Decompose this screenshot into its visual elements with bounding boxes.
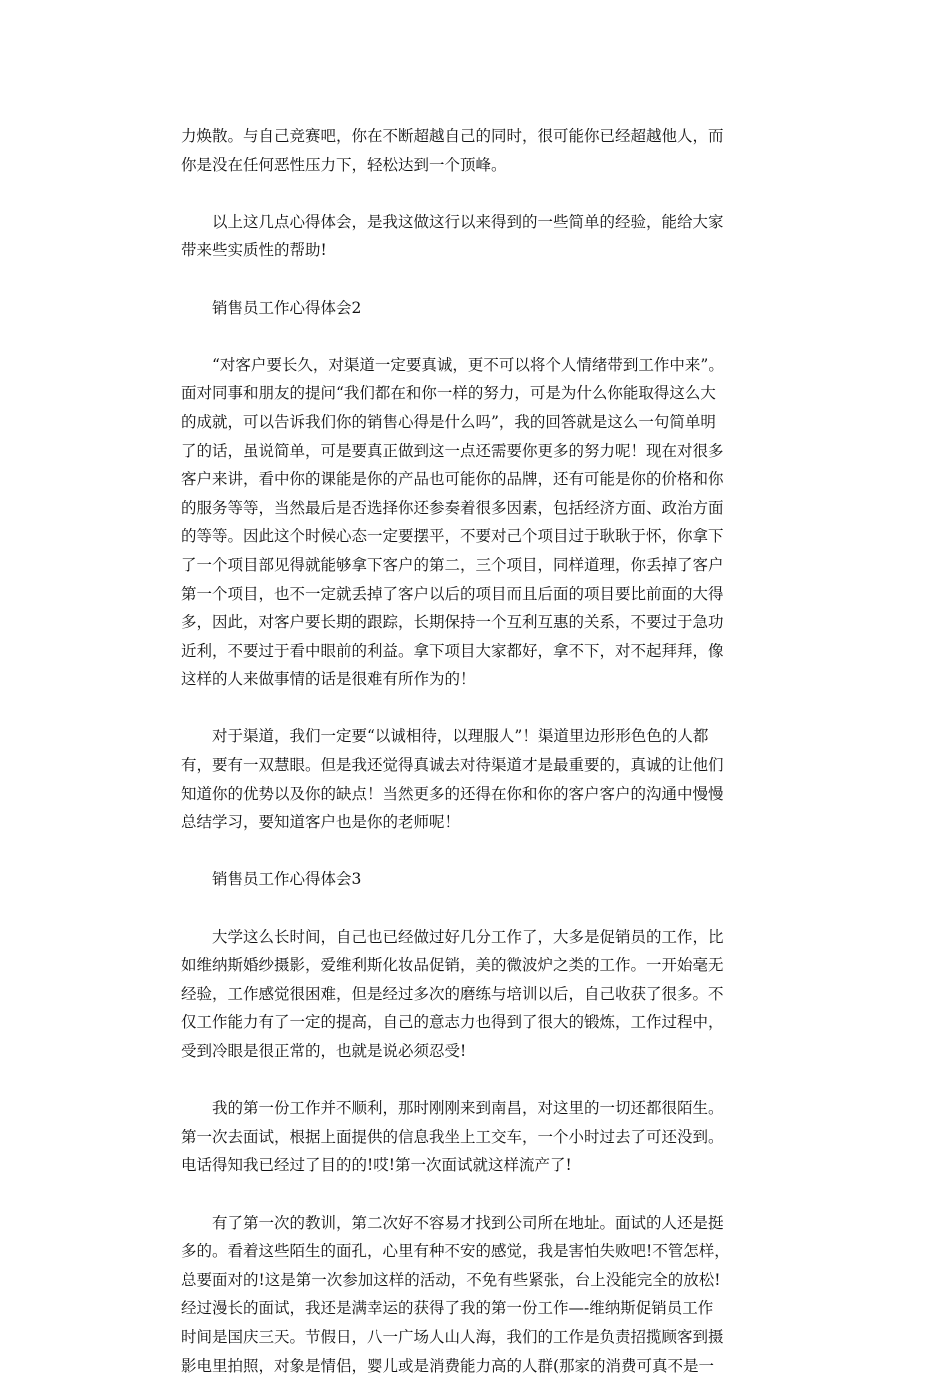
text-line: 经验，工作感觉很困难，但是经过多次的磨练与培训以后，自己收获了很多。不 (181, 984, 724, 1003)
text-line: 有，要有一双慧眼。但是我还觉得真诚去对待渠道才是最重要的，真诚的让他们 (181, 756, 724, 775)
text-line: 大学这么长时间，自己也已经做过好几分工作了，大多是促销员的工作，比 (181, 927, 724, 946)
text-line: 以上这几点心得体会，是我这做这行以来得到的一些简单的经验，能给大家 (181, 212, 724, 231)
text-line: 销售员工作心得体会3 (181, 870, 362, 889)
text-line: “对客户要长久，对渠道一定要真诚，更不可以将个人情绪带到工作中来”。 (181, 355, 724, 374)
paragraph-gap (181, 265, 781, 294)
text-line: 了的话，虽说简单，可是要真正做到这一点还需要你更多的努力呢！现在对很多 (181, 441, 724, 460)
text-line: 这样的人来做事情的话是很难有所作为的！ (181, 670, 476, 689)
paragraph-gap (181, 694, 781, 723)
text-line: 第一次去面试，根据上面提供的信息我坐上工交车，一个小时过去了可还没到。 (181, 1127, 724, 1146)
text-line: 面对同事和朋友的提问“我们都在和你一样的努力，可是为什么你能取得这么大 (181, 384, 716, 403)
text-line: 多的。看着这些陌生的面孔，心里有种不安的感觉，我是害怕失败吧!不管怎样， (181, 1242, 730, 1261)
text-line: 仅工作能力有了一定的提高，自己的意志力也得到了很大的锻炼，工作过程中， (181, 1013, 724, 1032)
text-line: 带来些实质性的帮助! (181, 241, 327, 260)
paragraph-gap (181, 179, 781, 208)
text-line: 的服务等等，当然最后是否选择你还参奏着很多因素，包括经济方面、政治方面 (181, 498, 724, 517)
document-body (181, 122, 781, 1380)
paragraph-gap (181, 894, 781, 923)
text-line: 了一个项目部见得就能够拿下客户的第二，三个项目，同样道理，你丢掉了客户 (181, 555, 724, 574)
text-line: 力焕散。与自己竞赛吧，你在不断超越自己的同时，很可能你已经超越他人，而 (181, 127, 724, 145)
text-line: 第一个项目，也不一定就丢掉了客户以后的项目而且后面的项目要比前面的大得 (181, 584, 724, 603)
text-line: 对于渠道，我们一定要“以诚相待，以理服人”！渠道里边形形色色的人都 (181, 727, 709, 746)
paragraph-gap (181, 1066, 781, 1095)
text-line: 客户来讲，看中你的课能是你的产品也可能你的品牌，还有可能是你的价格和你 (181, 470, 724, 489)
text-line: 受到冷眼是很正常的，也就是说必须忍受! (181, 1042, 467, 1060)
text-line: 电话得知我已经过了目的的!哎!第一次面试就这样流产了! (181, 1156, 572, 1175)
text-line: 的等等。因此这个时候心态一定要摆平，不要对己个项目过于耿耿于怀，你拿下 (181, 527, 724, 546)
text-line: 如维纳斯婚纱摄影，爱维利斯化妆品促销，美的微波炉之类的工作。一开始毫无 (181, 956, 724, 975)
text-line: 总要面对的!这是第一次参加这样的活动，不免有些紧张，台上没能完全的放松! (181, 1270, 721, 1289)
text-line: 我的第一份工作并不顺利，那时刚刚来到南昌，对这里的一切还都很陌生。 (181, 1099, 724, 1118)
text-line: 有了第一次的教训，第二次好不容易才找到公司所在地址。面试的人还是挺 (181, 1213, 724, 1232)
text-line: 知道你的优势以及你的缺点！当然更多的还得在你和你的客户客户的沟通中慢慢 (181, 784, 724, 803)
paragraph-gap (181, 322, 781, 351)
text-line: 总结学习，要知道客户也是你的老师呢！ (181, 813, 461, 832)
text-line: 多，因此，对客户要长期的跟踪，长期保持一个互利互惠的关系，不要过于急功 (181, 613, 724, 632)
paragraph-gap (181, 1180, 781, 1209)
text-line: 影电里拍照，对象是情侣，婴儿或是消费能力高的人群(那家的消费可真不是一 (181, 1356, 715, 1375)
text-line: 时间是国庆三天。节假日，八一广场人山人海，我们的工作是负责招揽顾客到摄 (181, 1327, 724, 1346)
text-line: 近利，不要过于看中眼前的利益。拿下项目大家都好，拿不下，对不起拜拜，像 (181, 641, 724, 660)
text-line: 你是没在任何恶性压力下，轻松达到一个顶峰。 (181, 155, 507, 174)
text-line: 经过漫长的面试，我还是满幸运的获得了我的第一份工作—-维纳斯促销员工作 (181, 1299, 714, 1318)
text-line: 的成就，可以告诉我们你的销售心得是什么吗”，我的回答就是这么一句简单明 (181, 412, 716, 431)
text-line: 销售员工作心得体会2 (181, 298, 362, 317)
paragraph-gap (181, 837, 781, 866)
